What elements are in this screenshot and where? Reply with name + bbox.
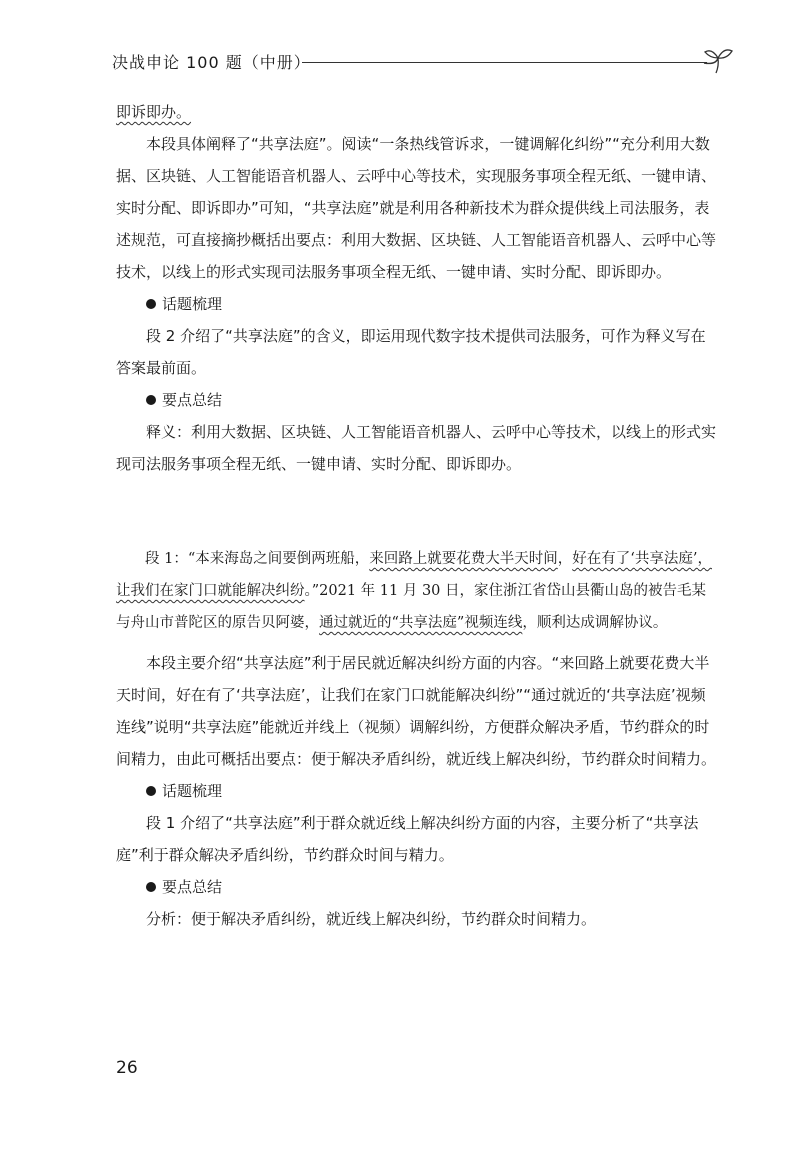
- bullet-heading-topic-2: 话题梳理: [116, 775, 716, 807]
- summary-text-1: 释义：利用大数据、区块链、人工智能语音机器人、云呼中心等技术，以线上的形式实现司法服务事项全程无纸、一键申请、实时分配、即诉即办。: [116, 423, 717, 473]
- bullet-dot-icon: [146, 299, 156, 309]
- intro-tail: 即诉即办。: [116, 103, 192, 121]
- running-header: [112, 46, 732, 76]
- bullet-dot-icon: [146, 882, 156, 892]
- bullet-dot-icon: [146, 395, 156, 405]
- topic-text-1: 段 2 介绍了“共享法庭”的含义，即运用现代数字技术提供司法服务，可作为释义写在答案最前面。: [116, 327, 706, 377]
- page-number: 26: [116, 1058, 138, 1078]
- topic-text-2: 段 1 介绍了“共享法庭”利于群众就近线上解决纠纷方面的内容，主要分析了“共享法庭”利于群众解决矛盾纠纷，节约群众时间与精力。: [116, 814, 699, 864]
- analysis-paragraph-2: 本段主要介绍“共享法庭”利于居民就近解决纠纷方面的内容。“来回路上就要花费大半天时间，好在有了‘共享法庭’，让我们在家门口就能解决纠纷”“通过就近的‘共享法庭’视频连线”说明“共享法庭”能就近并线上（视频）调解纠纷，方便群众解决矛盾，节约群众的时间精力，由此可概括出要点：便于解决矛盾纠纷，就近线上解决纠纷，节约群众时间精力。: [116, 654, 717, 768]
- summary-text-2: 分析：便于解决矛盾纠纷，就近线上解决纠纷，节约群众时间精力。: [146, 910, 597, 928]
- bullet-heading-summary-2: 要点总结: [116, 871, 716, 903]
- header-rule: [302, 62, 707, 63]
- bullet-heading-summary-1: 要点总结: [116, 384, 716, 416]
- analysis-paragraph-1: 本段具体阐释了“共享法庭”。阅读“一条热线管诉求，一键调解化纠纷”“充分利用大数据、区块链、人工智能语音机器人、云呼中心等技术，实现服务事项全程无纸、一键申请、实时分配、即诉即办”可知，“共享法庭”就是利用各种新技术为群众提供线上司法服务，表述规范，可直接摘抄概括出要点：利用大数据、区块链、人工智能语音机器人、云呼中心等技术，以线上的形式实现司法服务事项全程无纸、一键申请、实时分配、即诉即办。: [116, 135, 717, 281]
- content-block-1: [116, 96, 716, 480]
- content-block-2: [116, 543, 716, 935]
- bullet-heading-topic-1: 话题梳理: [116, 288, 716, 320]
- book-title: 决战申论 100 题（中册）: [112, 53, 311, 72]
- sprout-icon: [702, 46, 734, 76]
- quoted-passage: 段 1：“本来海岛之间要倒两班船，来回路上就要花费大半天时间，好在有了‘共享法庭’，让我们在家门口就能解决纠纷。”2021 年 11 月 30 日，家住浙江省岱山县衢山岛的被告毛某与舟山市普陀区的原告贝阿婆，通过就近的“共享法庭”视频连线，顺利达成调解协议。: [116, 551, 712, 631]
- bullet-dot-icon: [146, 786, 156, 796]
